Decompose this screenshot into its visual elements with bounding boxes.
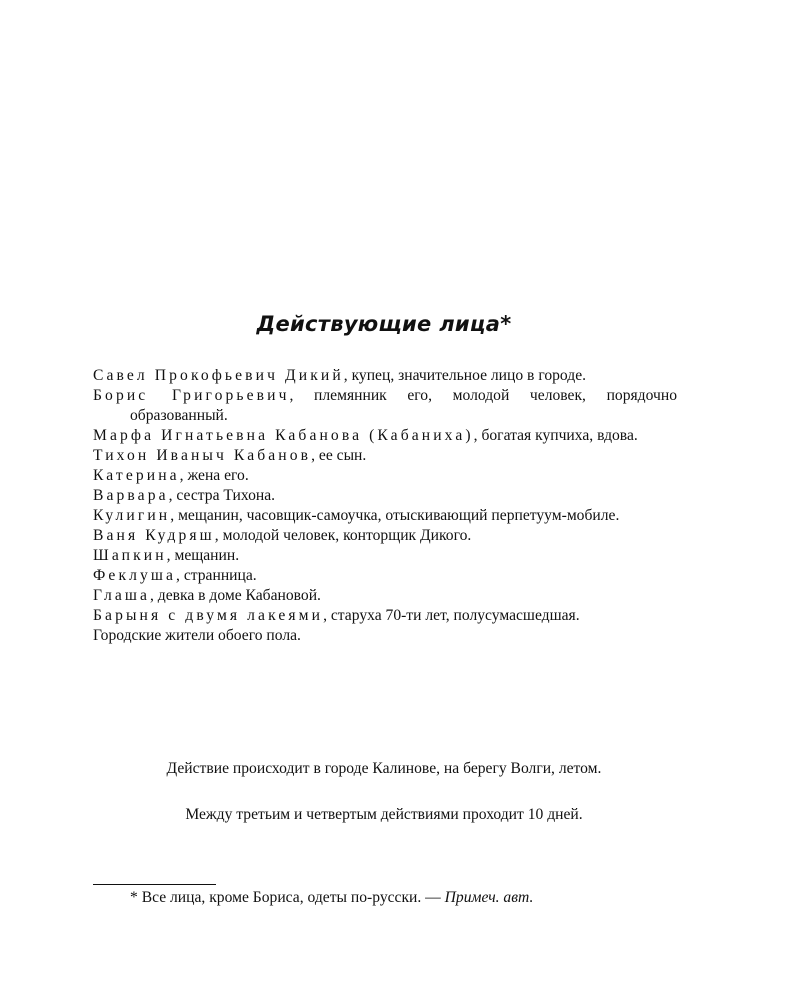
footnote-text: * Все лица, кроме Бориса, одеты по-русски. — [130, 889, 445, 906]
list-item [93, 446, 677, 466]
list-item [93, 606, 677, 626]
list-item [93, 566, 677, 586]
character-name: Шапкин [93, 547, 167, 564]
character-description: , племянник его, молодой человек, порядочно образованный. [130, 387, 677, 424]
list-item [93, 366, 677, 386]
character-name: Савел Прокофьевич Дикий [93, 367, 344, 384]
list-item [93, 386, 677, 426]
character-description: , сестра Тихона. [168, 487, 276, 504]
character-description: , старуха 70-ти лет, полусумасшедшая. [323, 607, 580, 624]
footnote-divider [93, 884, 216, 885]
character-name: Барыня с двумя лакеями [93, 607, 324, 624]
character-name: Борис Григорьевич [93, 387, 290, 404]
character-name: Ваня Кудряш [93, 527, 215, 544]
character-description: , купец, значительное лицо в городе. [343, 367, 587, 384]
list-item [93, 626, 677, 646]
character-description: , жена его. [179, 467, 249, 484]
character-name: Кулигин [93, 507, 171, 524]
list-item [93, 586, 677, 606]
list-item [93, 506, 677, 526]
character-description: , ее сын. [311, 447, 367, 464]
list-item [93, 466, 677, 486]
character-name: Катерина [93, 467, 180, 484]
character-description: , богатая купчиха, вдова. [473, 427, 638, 444]
list-item [93, 526, 677, 546]
list-item [93, 486, 677, 506]
setting-note: Действие происходит в городе Калинове, на берегу Волги, летом. [166, 760, 602, 777]
list-item [93, 546, 677, 566]
interval-note: Между третьим и четвертым действиями проходит 10 дней. [185, 806, 583, 823]
character-name: Варвара [93, 487, 169, 504]
character-description: , девка в доме Кабановой. [149, 587, 321, 604]
footnote-attribution: Примеч. авт. [444, 889, 534, 906]
character-description: , мещанин. [166, 547, 240, 564]
character-description: , мещанин, часовщик-самоучка, отыскивающий перпетуум-мобиле. [170, 507, 620, 524]
list-item [93, 426, 677, 446]
footnote [130, 889, 533, 907]
character-name: Феклуша [93, 567, 177, 584]
character-name: Тихон Иваныч Кабанов [93, 447, 312, 464]
cast-list [93, 366, 677, 646]
character-description: , странница. [176, 567, 257, 584]
character-description: , молодой человек, конторщик Дикого. [214, 527, 472, 544]
character-name: Глаша [93, 587, 150, 604]
page-title: Действующие лица* [256, 312, 512, 336]
character-name: Марфа Игнатьевна Кабанова (Кабаниха) [93, 427, 474, 444]
character-description: Городские жители обоего пола. [93, 627, 301, 644]
